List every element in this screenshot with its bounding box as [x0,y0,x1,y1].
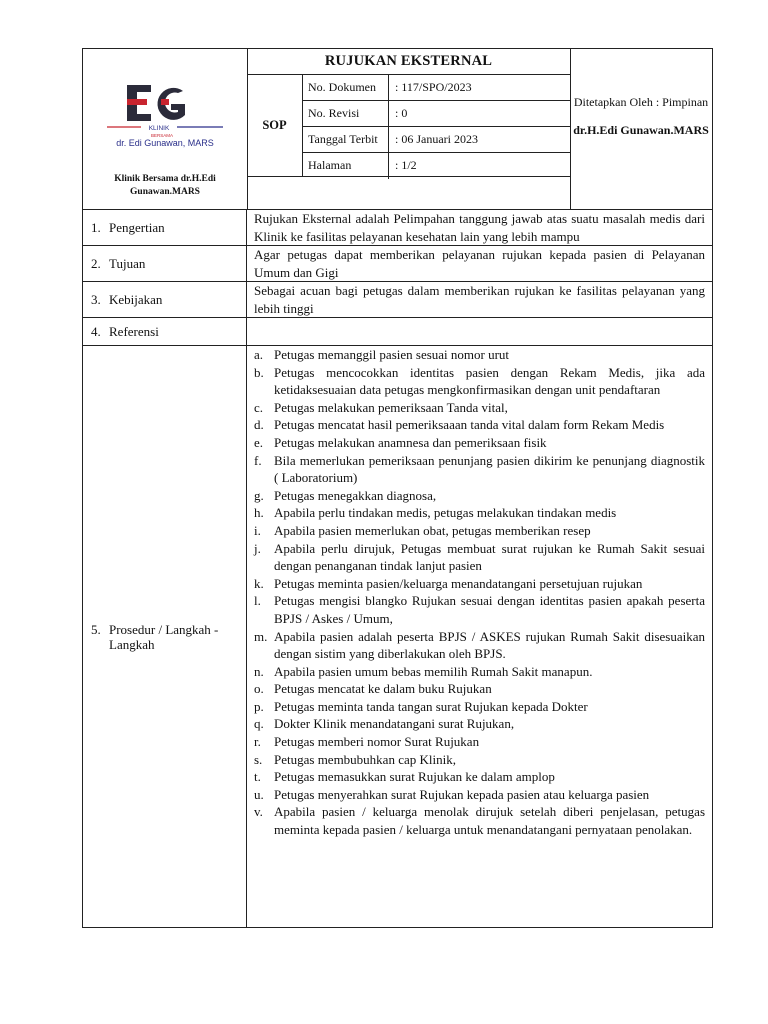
section-title: Prosedur / Langkah - Langkah [109,621,219,652]
meta-label: Halaman [302,153,389,179]
meta-label: Tanggal Terbit [302,127,389,152]
step-text: Petugas mencatat ke dalam buku Rujukan [274,681,492,697]
procedure-step [254,768,705,786]
logo-bersama-text: BERSAMA [151,133,174,138]
sop-document [82,48,713,928]
section-row-kebijakan [82,282,713,318]
sop-block [247,75,570,177]
step-text: Petugas membubuhkan cap Klinik, [274,751,456,767]
procedure-step [254,575,705,593]
step-marker: e. [254,434,264,450]
section-label [83,246,247,281]
meta-value: : 0 [395,106,408,120]
step-text: Apabila pasien / keluarga menolak dirujuk setelah diberi penjelasan, petugas meminta kepada pasien / keluarga untuk menandatangani pernyataan penolakan. [274,804,705,838]
step-text: Petugas memanggil pasien sesuai nomor urut [274,347,510,362]
meta-row-issue-date [302,127,570,153]
step-marker: g. [254,487,264,503]
step-marker: i. [254,522,261,538]
step-text: Apabila pasien adalah peserta BPJS / ASKES rujukan Rumah Sakit disesuaikan dengan sistim yang diberlakukan oleh BPJS. [274,628,705,662]
clinic-name: Klinik Bersama dr.H.Edi Gunawan.MARS [114,174,216,197]
approver-name: dr.H.Edi Gunawan.MARS [573,123,709,137]
procedure-steps-cell [247,346,712,927]
procedure-step [254,680,705,698]
logo-klinik-text: KLINIK [148,125,170,132]
step-text: Apabila perlu dirujuk, Petugas membuat surat rujukan ke Rumah Sakit sesuai dengan penanganan tindak lanjut pasien [274,540,705,574]
logo-doctor-text: dr. Edi Gunawan, MARS [116,138,214,148]
header-middle [247,49,571,209]
step-marker: d. [254,417,264,433]
step-marker: s. [254,751,263,767]
step-marker: a. [254,347,264,362]
clinic-logo [83,79,247,176]
procedure-step [254,751,705,769]
step-text: Apabila pasien umum bebas memilih Rumah Sakit manapun. [274,663,593,679]
step-marker: l. [254,593,261,609]
section-row-tujuan [82,246,713,282]
step-text: Apabila pasien memerlukan obat, petugas memberikan resep [274,522,591,538]
document-meta [302,75,570,179]
section-number: 4. [91,323,101,339]
procedure-step [254,698,705,716]
approval-cell [570,49,712,209]
step-marker: u. [254,786,264,802]
meta-label: No. Dokumen [302,75,389,100]
section-label [83,210,247,245]
step-text: Petugas menyerahkan surat Rujukan kepada pasien atau keluarga pasien [274,786,650,802]
document-title: RUJUKAN EKSTERNAL [247,49,570,75]
procedure-step [254,663,705,681]
procedure-step [254,416,705,434]
step-text: Petugas meminta pasien/keluarga menandatangani persetujuan rujukan [274,575,643,591]
section-content: Sebagai acuan bagi petugas dalam memberikan rujukan ke fasilitas pelayanan yang lebih tinggi [254,283,705,316]
section-content [247,318,712,345]
meta-row-page [302,153,570,179]
meta-value: : 06 Januari 2023 [395,132,478,146]
step-marker: q. [254,716,264,732]
procedure-steps [254,346,705,839]
document-header [82,48,713,210]
eg-logo-icon [105,79,225,171]
step-text: Bila memerlukan pemeriksaan penunjang pasien dikirim ke penunjang diagnostik ( Laboratorium) [274,452,705,486]
section-label [83,282,247,317]
step-text: Petugas mengisi blangko Rujukan sesuai dengan identitas pasien apakah peserta BPJS / Askes / Umum, [274,593,705,626]
step-text: Petugas menegakkan diagnosa, [274,487,437,503]
procedure-step [254,487,705,505]
section-label [83,318,247,345]
section-number: 3. [91,291,101,307]
procedure-step [254,434,705,452]
step-marker: j. [254,540,261,556]
step-marker: r. [254,734,261,750]
step-text: Petugas melakukan anamnesa dan pemeriksaan fisik [274,434,547,450]
step-marker: o. [254,681,264,697]
section-title: Referensi [109,323,159,339]
section-title: Kebijakan [109,291,163,307]
step-marker: k. [254,575,264,591]
section-label [83,346,247,927]
procedure-step [254,733,705,751]
sop-label: SOP [247,75,303,176]
step-marker: t. [254,769,261,785]
header-blank-cell [247,177,570,210]
procedure-step [254,452,705,487]
procedure-step [254,364,705,399]
procedure-step [254,522,705,540]
step-marker: b. [254,364,264,380]
step-text: Petugas memberi nomor Surat Rujukan [274,734,480,750]
section-number: 1. [91,219,101,235]
step-marker: p. [254,698,264,714]
step-marker: h. [254,505,264,521]
section-row-referensi [82,318,713,346]
step-marker: m. [254,628,268,644]
step-text: Petugas mencocokkan identitas pasien dengan Rekam Medis, jika ada ketidaksesuaian data petugas mengkonfirmasikan dengan unit pendaftaran [274,364,705,398]
step-text: Apabila perlu tindakan medis, petugas melakukan tindakan medis [274,505,617,521]
section-title: Pengertian [109,219,165,235]
meta-label: No. Revisi [302,101,389,126]
step-text: Petugas memasukkan surat Rujukan ke dalam amplop [274,769,555,785]
procedure-step [254,786,705,804]
section-number: 5. [91,621,101,637]
step-text: Petugas mencatat hasil pemeriksaaan tanda vital dalam form Rekam Medis [274,417,665,433]
section-row-prosedur [82,346,713,928]
step-marker: v. [254,804,263,820]
step-text: Dokter Klinik menandatangani surat Rujukan, [274,716,515,732]
procedure-step [254,592,705,627]
procedure-step [254,399,705,417]
step-text: Petugas meminta tanda tangan surat Rujukan kepada Dokter [274,698,588,714]
meta-row-revision [302,101,570,127]
meta-row-document-number [302,75,570,101]
section-row-pengertian [82,210,713,246]
section-title: Tujuan [109,255,146,271]
step-text: Petugas melakukan pemeriksaan Tanda vital, [274,399,508,415]
approval-label: Ditetapkan Oleh : Pimpinan [573,95,709,109]
procedure-step [254,715,705,733]
logo-cell [83,49,248,209]
procedure-step [254,504,705,522]
procedure-step [254,346,705,364]
step-marker: c. [254,399,264,415]
procedure-step [254,803,705,838]
section-content: Rujukan Eksternal adalah Pelimpahan tanggung jawab atas suatu masalah medis dari Klinik ke fasilitas pelayanan kesehatan lain yang lebih mampu [254,211,705,244]
meta-value: : 1/2 [395,158,417,172]
procedure-step [254,540,705,575]
procedure-step [254,628,705,663]
step-marker: f. [254,452,262,468]
meta-value: : 117/SPO/2023 [395,80,472,94]
section-number: 2. [91,255,101,271]
section-content: Agar petugas dapat memberikan pelayanan rujukan kepada pasien di Pelayanan Umum dan Gigi [254,247,705,280]
step-marker: n. [254,663,264,679]
